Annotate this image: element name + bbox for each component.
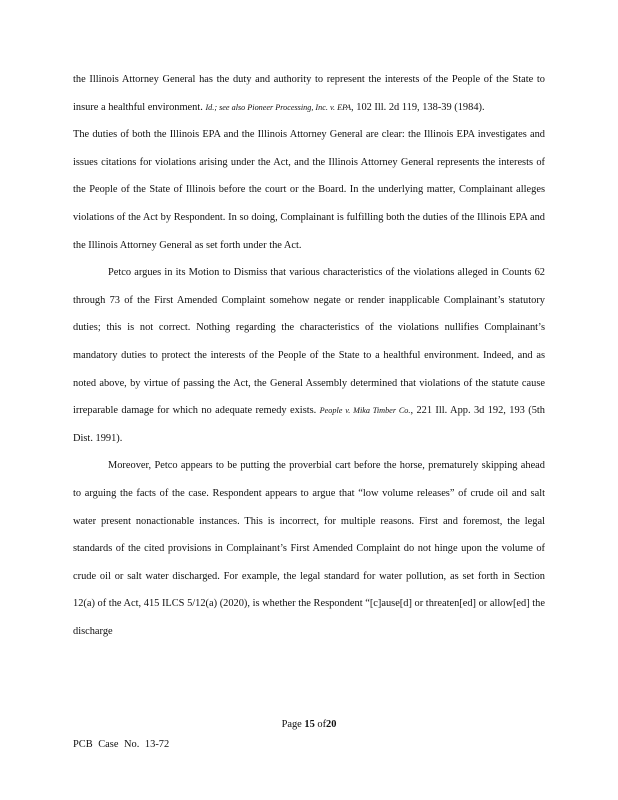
paragraph-2 (73, 121, 545, 259)
paragraph-1-text-a: the Illinois Attorney General has the duty and authority to represent the interests of the People of the State to insure a healthful environment. (73, 74, 545, 113)
body-text (73, 66, 545, 645)
paragraph-3-text-a: Petco argues in its Motion to Dismiss that various characteristics of the violations alleged in Counts 62 through 73 of the First Amended Complaint somehow negate or render inapplicable Complainant’s statutory duties; this is not correct. Nothing regarding the characteristics of the violations nullifies Complainant’s mandatory duties to protect the interests of the People of the State to a healthful environment. Indeed, and as noted above, by virtue of passing the Act, the General Assembly determined that violations of the statute cause irreparable damage for which no adequate remedy exists. (73, 267, 545, 417)
paragraph-4-text: Moreover, Petco appears to be putting the proverbial cart before the horse, prematurely skipping ahead to arguing the facts of the case. Respondent appears to argue that “low volume releases” of crude oil and salt water present nonactionable instances. This is incorrect, for multiple reasons. First and foremost, the legal standards of the cited provisions in Complainant’s First Amended Complaint do not hinge upon the volume of crude oil or salt water discharged. For example, the legal standard for water pollution, as set forth in Section 12(a) of the Act, 415 ILCS 5/12(a) (2020), is whether the Respondent “[c]ause[d] or threaten[ed] or allow[ed] the discharge (73, 460, 545, 637)
page-number (0, 719, 618, 730)
paragraph-2-text: The duties of both the Illinois EPA and the Illinois Attorney General are clear: the Illinois EPA investigates and issues citations for violations arising under the Act, and the Illinois Attorney General represents the interests of the People of the State of Illinois before the court or the Board. In the underlying matter, Complainant alleges violations of the Act by Respondent. In so doing, Complainant is fulfilling both the duties of the Illinois EPA and the Illinois Attorney General as set forth under the Act. (73, 129, 545, 251)
paragraph-3 (73, 259, 545, 452)
paragraph-1-text-b: , 102 Ill. 2d 119, 138-39 (1984). (351, 101, 485, 113)
page-total: 20 (326, 719, 337, 730)
page-prefix: Page (281, 719, 302, 730)
paragraph-1 (73, 66, 545, 121)
page-current: 15 (304, 719, 315, 730)
case-number: PCB Case No. 13-72 (73, 739, 170, 750)
page-of: of (317, 719, 327, 730)
citation-mika-timber: People v. Mika Timber Co. (319, 406, 411, 416)
paragraph-3-text-b: , 221 Ill. App. 3d 192, 193 (5th Dist. 1991). (73, 405, 546, 444)
paragraph-4 (73, 452, 545, 645)
citation-pioneer-processing: Id.; see also Pioneer Processing, Inc. v. EPA (205, 102, 352, 112)
